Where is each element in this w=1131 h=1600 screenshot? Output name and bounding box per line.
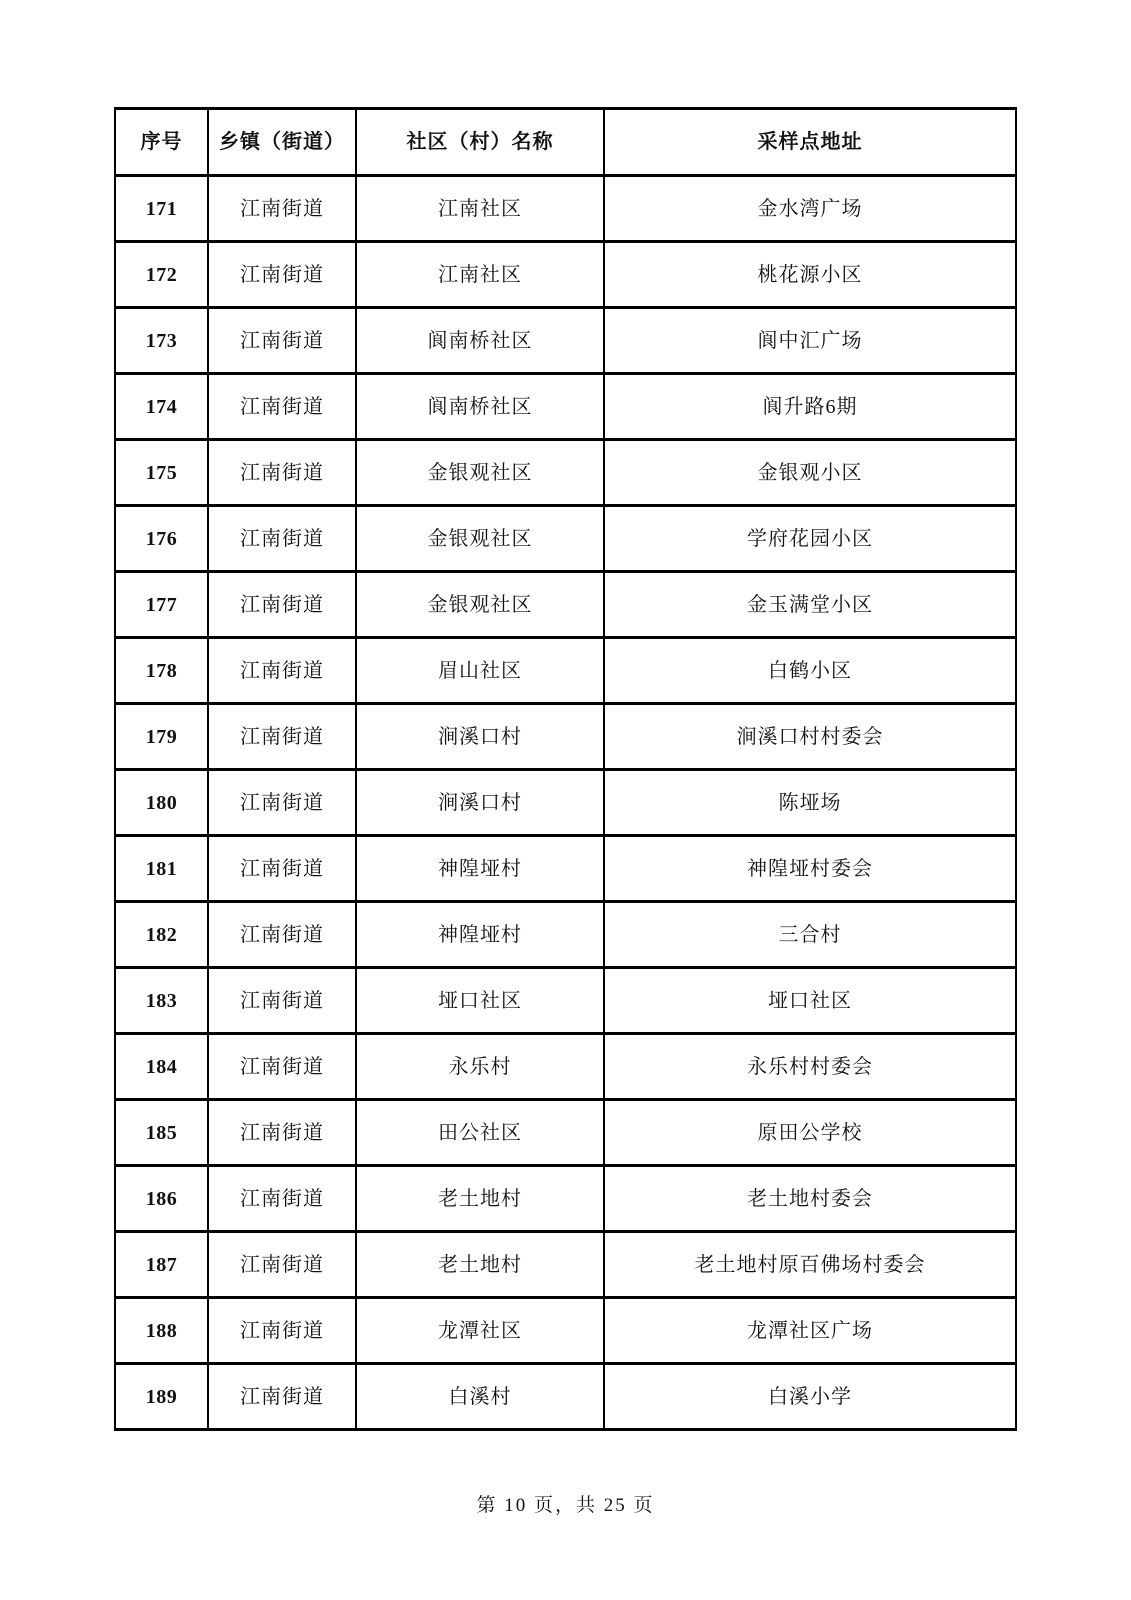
cell-address: 三合村 (604, 902, 1016, 968)
cell-serial-number: 187 (115, 1232, 208, 1298)
cell-community: 永乐村 (356, 1034, 604, 1100)
cell-community: 神隍垭村 (356, 902, 604, 968)
page-number-footer: 第 10 页，共 25 页 (476, 1495, 655, 1516)
cell-community: 龙潭社区 (356, 1298, 604, 1364)
cell-township: 江南街道 (208, 176, 356, 242)
cell-address: 老土地村委会 (604, 1166, 1016, 1232)
table-row (115, 440, 1016, 506)
cell-serial-number: 185 (115, 1100, 208, 1166)
cell-serial-number: 177 (115, 572, 208, 638)
header-community-name: 社区（村）名称 (356, 109, 604, 176)
cell-address: 老土地村原百佛场村委会 (604, 1232, 1016, 1298)
cell-serial-number: 189 (115, 1364, 208, 1430)
cell-community: 白溪村 (356, 1364, 604, 1430)
table-row (115, 968, 1016, 1034)
cell-serial-number: 178 (115, 638, 208, 704)
cell-address: 神隍垭村委会 (604, 836, 1016, 902)
cell-address: 桃花源小区 (604, 242, 1016, 308)
cell-serial-number: 186 (115, 1166, 208, 1232)
table-row (115, 1166, 1016, 1232)
cell-township: 江南街道 (208, 308, 356, 374)
cell-address: 阆中汇广场 (604, 308, 1016, 374)
cell-community: 神隍垭村 (356, 836, 604, 902)
table-row (115, 176, 1016, 242)
table-row (115, 638, 1016, 704)
cell-serial-number: 179 (115, 704, 208, 770)
cell-community: 老土地村 (356, 1232, 604, 1298)
cell-township: 江南街道 (208, 1100, 356, 1166)
cell-address: 白溪小学 (604, 1364, 1016, 1430)
cell-serial-number: 175 (115, 440, 208, 506)
table-row (115, 1364, 1016, 1430)
table-body (115, 176, 1016, 1430)
cell-serial-number: 176 (115, 506, 208, 572)
cell-serial-number: 174 (115, 374, 208, 440)
cell-community: 涧溪口村 (356, 770, 604, 836)
cell-township: 江南街道 (208, 1298, 356, 1364)
cell-serial-number: 180 (115, 770, 208, 836)
cell-township: 江南街道 (208, 572, 356, 638)
cell-community: 金银观社区 (356, 440, 604, 506)
cell-address: 白鹤小区 (604, 638, 1016, 704)
cell-community: 金银观社区 (356, 572, 604, 638)
cell-address: 金玉满堂小区 (604, 572, 1016, 638)
cell-address: 涧溪口村村委会 (604, 704, 1016, 770)
table-header (115, 109, 1016, 176)
cell-serial-number: 183 (115, 968, 208, 1034)
cell-township: 江南街道 (208, 1232, 356, 1298)
table-row (115, 704, 1016, 770)
cell-serial-number: 171 (115, 176, 208, 242)
cell-community: 眉山社区 (356, 638, 604, 704)
cell-community: 阆南桥社区 (356, 374, 604, 440)
cell-address: 龙潭社区广场 (604, 1298, 1016, 1364)
cell-township: 江南街道 (208, 836, 356, 902)
cell-community: 江南社区 (356, 242, 604, 308)
cell-township: 江南街道 (208, 902, 356, 968)
cell-address: 原田公学校 (604, 1100, 1016, 1166)
cell-township: 江南街道 (208, 1166, 356, 1232)
cell-serial-number: 182 (115, 902, 208, 968)
cell-address: 金银观小区 (604, 440, 1016, 506)
cell-community: 涧溪口村 (356, 704, 604, 770)
table-row (115, 1034, 1016, 1100)
cell-township: 江南街道 (208, 374, 356, 440)
cell-township: 江南街道 (208, 1364, 356, 1430)
sampling-points-table (114, 107, 1017, 1431)
cell-serial-number: 181 (115, 836, 208, 902)
cell-community: 阆南桥社区 (356, 308, 604, 374)
cell-address: 学府花园小区 (604, 506, 1016, 572)
cell-community: 垭口社区 (356, 968, 604, 1034)
cell-community: 江南社区 (356, 176, 604, 242)
cell-address: 阆升路6期 (604, 374, 1016, 440)
table-row (115, 506, 1016, 572)
table-row (115, 572, 1016, 638)
cell-serial-number: 188 (115, 1298, 208, 1364)
cell-address: 永乐村村委会 (604, 1034, 1016, 1100)
cell-township: 江南街道 (208, 440, 356, 506)
table-row (115, 1298, 1016, 1364)
table-row (115, 770, 1016, 836)
cell-community: 老土地村 (356, 1166, 604, 1232)
cell-township: 江南街道 (208, 506, 356, 572)
cell-serial-number: 184 (115, 1034, 208, 1100)
header-township-street: 乡镇（街道） (208, 109, 356, 176)
cell-township: 江南街道 (208, 1034, 356, 1100)
table-header-row (115, 109, 1016, 176)
table-row (115, 836, 1016, 902)
table-row (115, 308, 1016, 374)
cell-township: 江南街道 (208, 242, 356, 308)
cell-community: 田公社区 (356, 1100, 604, 1166)
cell-address: 陈垭场 (604, 770, 1016, 836)
table-row (115, 374, 1016, 440)
header-serial-number: 序号 (115, 109, 208, 176)
table-row (115, 1100, 1016, 1166)
cell-township: 江南街道 (208, 968, 356, 1034)
table-row (115, 902, 1016, 968)
cell-township: 江南街道 (208, 704, 356, 770)
cell-community: 金银观社区 (356, 506, 604, 572)
cell-serial-number: 173 (115, 308, 208, 374)
cell-address: 金水湾广场 (604, 176, 1016, 242)
cell-address: 垭口社区 (604, 968, 1016, 1034)
table-row (115, 242, 1016, 308)
cell-township: 江南街道 (208, 638, 356, 704)
header-sampling-address: 采样点地址 (604, 109, 1016, 176)
cell-serial-number: 172 (115, 242, 208, 308)
cell-township: 江南街道 (208, 770, 356, 836)
table-row (115, 1232, 1016, 1298)
